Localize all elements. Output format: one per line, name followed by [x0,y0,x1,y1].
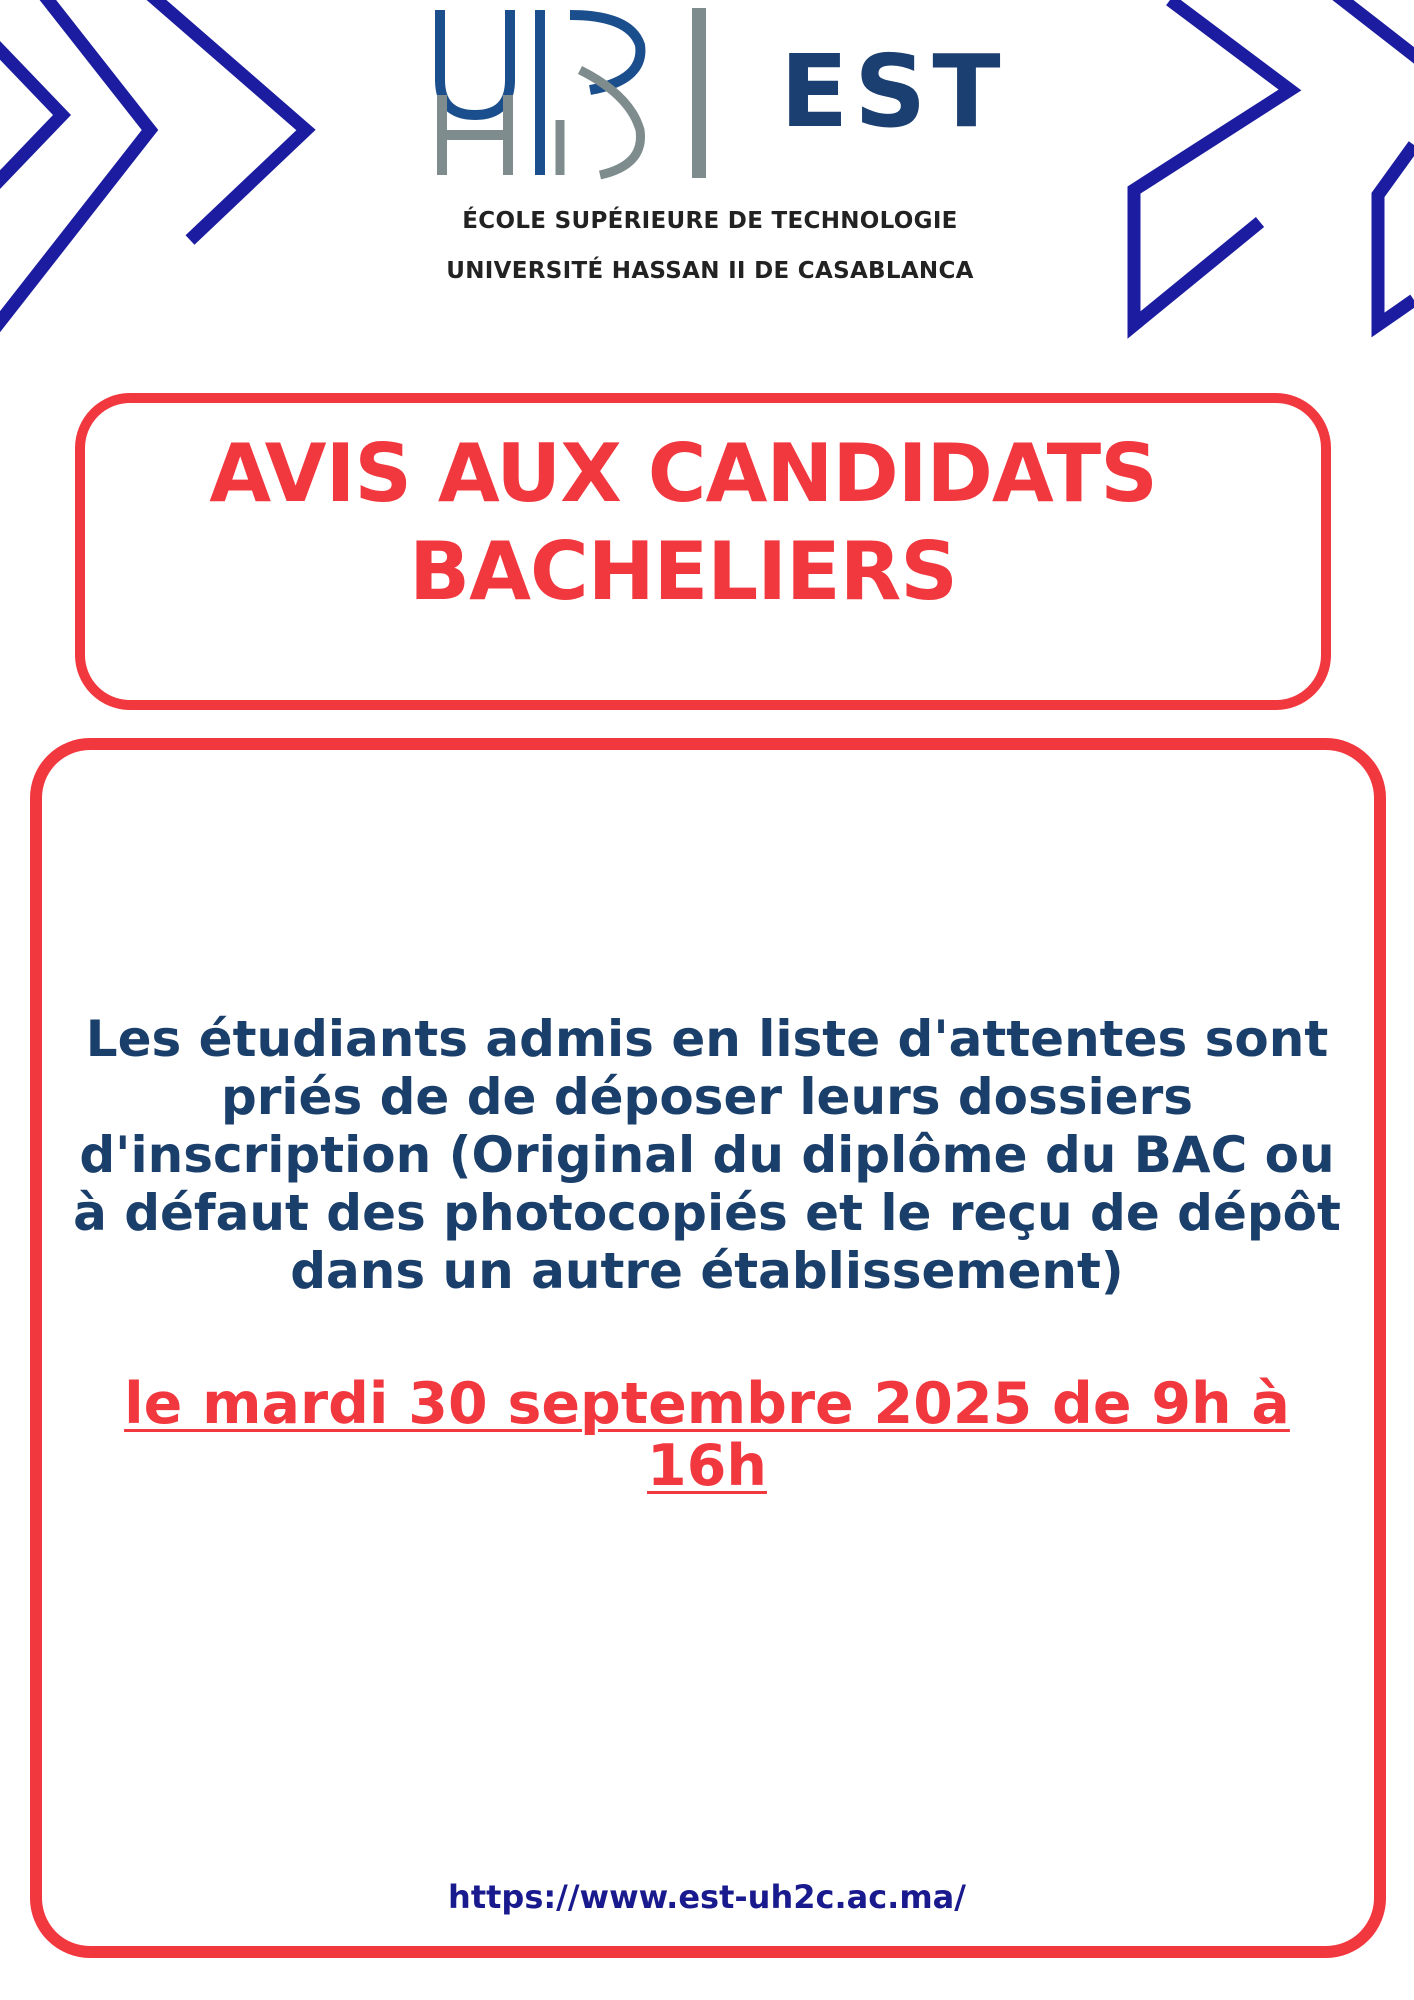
title-line-2: BACHELIERS [409,525,957,618]
institution-logo [430,0,1007,300]
chevron-right-3-icon [1378,145,1414,325]
chevron-left-1-icon [0,40,62,190]
notice-frame [30,738,1386,1958]
uh2-logo-mark-icon [430,0,770,190]
school-name: ÉCOLE SUPÉRIEURE DE TECHNOLOGIE [462,208,958,234]
notice-body: Les étudiants admis en liste d'attentes sont priés de de déposer leurs dossiers d'inscription (Original du diplôme du BAC ou à défaut des photocopiés et le reçu de dépôt dans un autre établissement) [73,1010,1341,1300]
chevron-left-3-icon [145,0,306,240]
logo-wordmark: EST [780,33,1007,150]
university-name: UNIVERSITÉ HASSAN II DE CASABLANCA [446,258,974,284]
chevron-right-1-icon [1134,0,1290,325]
website-link[interactable]: https://www.est-uh2c.ac.ma/ [448,1878,966,1916]
notice-title [75,425,1331,621]
chevron-left-2-icon [0,0,150,360]
notice-date: le mardi 30 septembre 2025 de 9h à 16h [124,1371,1290,1499]
chevron-right-2-icon [1330,0,1414,60]
title-line-1: AVIS AUX CANDIDATS [209,427,1157,520]
